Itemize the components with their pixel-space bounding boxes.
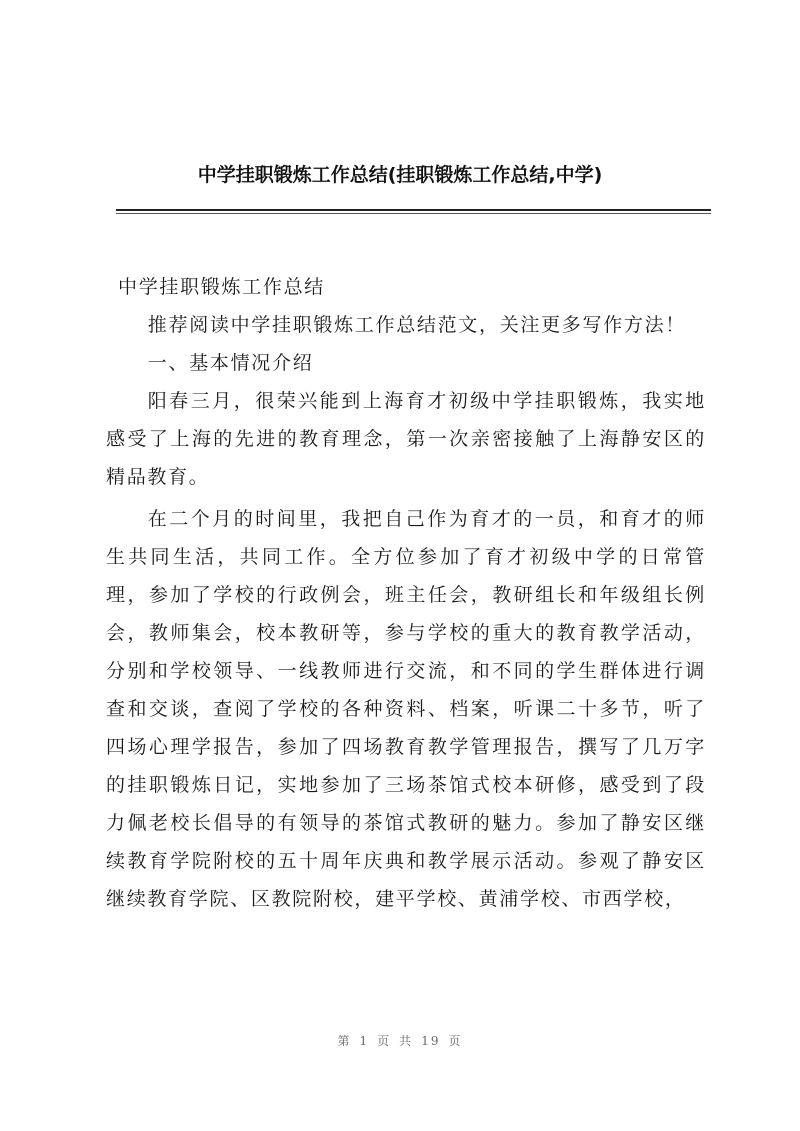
- intro-paragraph: 推荐阅读中学挂职锻炼工作总结范文，关注更多写作方法！: [147, 314, 686, 336]
- total-unit: 页: [448, 1034, 463, 1048]
- total-label: 共: [399, 1034, 414, 1048]
- page-footer: [0, 1032, 800, 1049]
- page-title: 中学挂职锻炼工作总结(挂职锻炼工作总结,中学): [197, 164, 603, 186]
- section-heading: 一、基本情况介绍: [147, 352, 314, 374]
- total-pages: 19: [421, 1034, 441, 1048]
- title-divider-thin: [116, 213, 711, 214]
- title-divider: [116, 209, 711, 211]
- document-heading: 中学挂职锻炼工作总结: [118, 276, 326, 298]
- page-label: 第: [337, 1034, 352, 1048]
- page-unit: 页: [377, 1034, 392, 1048]
- body-paragraph: 在二个月的时间里，我把自己作为育才的一员，和育才的师生共同生活，共同工作。全方位参加了育才初级中学的日常管理，参加了学校的行政例会，班主任会，教研组长和年级组长例会，教师集会，校本教研等，参与学校的重大的教育教学活动，分别和学校领导、一线教师进行交流，和不同的学生群体进行调查和交谈，查阅了学校的各种资料、档案，听课二十多节，听了四场心理学报告，参加了四场教育教学管理报告，撰写了几万字的挂职锻炼日记，实地参加了三场茶馆式校本研修，感受到了段力佩老校长倡导的有领导的茶馆式教研的魅力。参加了静安区继续教育学院附校的五十周年庆典和教学展示活动。参观了静安区继续教育学院、区教院附校，建平学校、黄浦学校、市西学校，: [106, 508, 706, 910]
- body-paragraph: 阳春三月，很荣兴能到上海育才初级中学挂职锻炼，我实地感受了上海的先进的教育理念，第一次亲密接触了上海静安区的精品教育。: [106, 390, 706, 488]
- page-number: 1: [359, 1034, 370, 1048]
- document-body: [106, 268, 706, 918]
